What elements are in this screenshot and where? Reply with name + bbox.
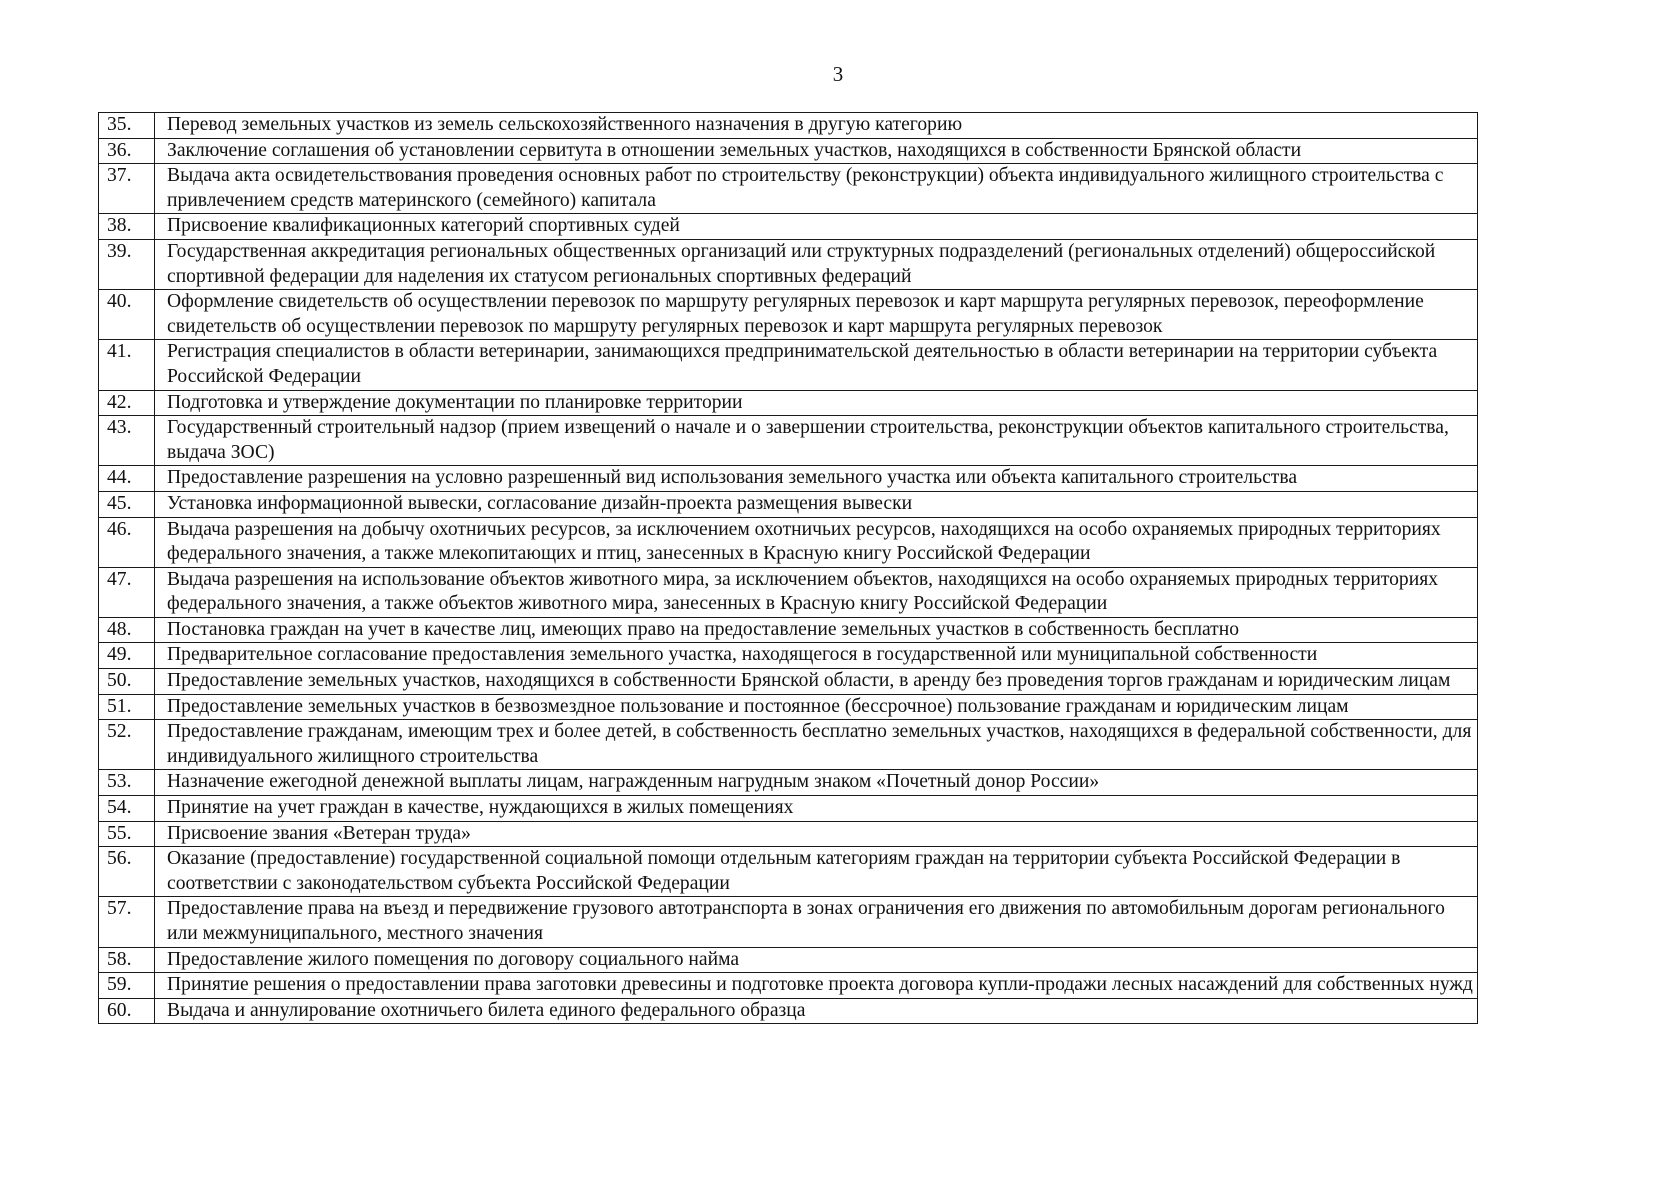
table-row xyxy=(99,770,1478,796)
table-row xyxy=(99,290,1478,340)
row-number: 59. xyxy=(99,973,155,999)
row-number: 44. xyxy=(99,466,155,492)
service-name: Подготовка и утверждение документации по планировке территории xyxy=(155,390,1478,416)
service-name: Регистрация специалистов в области ветеринарии, занимающихся предпринимательской деятельностью в области ветеринарии на территории субъекта Российской Федерации xyxy=(155,340,1478,390)
row-number: 48. xyxy=(99,617,155,643)
table-row xyxy=(99,897,1478,947)
service-name: Присвоение квалификационных категорий спортивных судей xyxy=(155,214,1478,240)
services-table xyxy=(98,112,1478,1024)
row-number: 53. xyxy=(99,770,155,796)
service-name: Постановка граждан на учет в качестве лиц, имеющих право на предоставление земельных участков в собственность бесплатно xyxy=(155,617,1478,643)
table-row xyxy=(99,113,1478,139)
service-name: Оказание (предоставление) государственной социальной помощи отдельным категориям граждан на территории субъекта Российской Федерации в соответствии с законодательством субъекта Российской Федерации xyxy=(155,847,1478,897)
table-row xyxy=(99,239,1478,289)
service-name: Присвоение звания «Ветеран труда» xyxy=(155,821,1478,847)
service-name: Оформление свидетельств об осуществлении перевозок по маршруту регулярных перевозок и карт маршрута регулярных перевозок, переоформление свидетельств об осуществлении перевозок по маршруту регулярных перевозок и карт маршрута регулярных перевозок xyxy=(155,290,1478,340)
row-number: 51. xyxy=(99,694,155,720)
service-name: Предоставление права на въезд и передвижение грузового автотранспорта в зонах ограничения его движения по автомобильным дорогам регионального или межмуниципального, местного значения xyxy=(155,897,1478,947)
row-number: 41. xyxy=(99,340,155,390)
row-number: 57. xyxy=(99,897,155,947)
service-name: Перевод земельных участков из земель сельскохозяйственного назначения в другую категорию xyxy=(155,113,1478,139)
table-row xyxy=(99,669,1478,695)
service-name: Выдача разрешения на добычу охотничьих ресурсов, за исключением охотничьих ресурсов, находящихся на особо охраняемых природных территориях федерального значения, а также млекопитающих и птиц, занесенных в Красную книгу Российской Федерации xyxy=(155,517,1478,567)
services-table-body xyxy=(99,113,1478,1024)
row-number: 58. xyxy=(99,947,155,973)
service-name: Принятие на учет граждан в качестве, нуждающихся в жилых помещениях xyxy=(155,796,1478,822)
service-name: Предоставление земельных участков в безвозмездное пользование и постоянное (бессрочное) пользование гражданам и юридическим лицам xyxy=(155,694,1478,720)
row-number: 37. xyxy=(99,164,155,214)
row-number: 35. xyxy=(99,113,155,139)
table-row xyxy=(99,340,1478,390)
row-number: 50. xyxy=(99,669,155,695)
service-name: Государственная аккредитация региональных общественных организаций или структурных подразделений (региональных отделений) общероссийской спортивной федерации для наделения их статусом региональных спортивных федераций xyxy=(155,239,1478,289)
table-row xyxy=(99,796,1478,822)
table-row xyxy=(99,821,1478,847)
table-row xyxy=(99,947,1478,973)
table-row xyxy=(99,617,1478,643)
table-row xyxy=(99,491,1478,517)
service-name: Принятие решения о предоставлении права заготовки древесины и подготовке проекта договора купли-продажи лесных насаждений для собственных нужд xyxy=(155,973,1478,999)
row-number: 45. xyxy=(99,491,155,517)
row-number: 49. xyxy=(99,643,155,669)
service-name: Заключение соглашения об установлении сервитута в отношении земельных участков, находящихся в собственности Брянской области xyxy=(155,138,1478,164)
row-number: 54. xyxy=(99,796,155,822)
table-row xyxy=(99,567,1478,617)
service-name: Предоставление земельных участков, находящихся в собственности Брянской области, в аренду без проведения торгов гражданам и юридическим лицам xyxy=(155,669,1478,695)
row-number: 60. xyxy=(99,998,155,1024)
table-row xyxy=(99,643,1478,669)
row-number: 56. xyxy=(99,847,155,897)
row-number: 46. xyxy=(99,517,155,567)
row-number: 36. xyxy=(99,138,155,164)
row-number: 38. xyxy=(99,214,155,240)
service-name: Выдача разрешения на использование объектов животного мира, за исключением объектов, находящихся на особо охраняемых природных территориях федерального значения, а также объектов животного мира, занесенных в Красную книгу Российской Федерации xyxy=(155,567,1478,617)
row-number: 40. xyxy=(99,290,155,340)
service-name: Предварительное согласование предоставления земельного участка, находящегося в государственной или муниципальной собственности xyxy=(155,643,1478,669)
table-row xyxy=(99,517,1478,567)
service-name: Государственный строительный надзор (прием извещений о начале и о завершении строительства, реконструкции объектов капитального строительства, выдача ЗОС) xyxy=(155,416,1478,466)
service-name: Выдача и аннулирование охотничьего билета единого федерального образца xyxy=(155,998,1478,1024)
service-name: Назначение ежегодной денежной выплаты лицам, награжденным нагрудным знаком «Почетный донор России» xyxy=(155,770,1478,796)
row-number: 52. xyxy=(99,720,155,770)
row-number: 47. xyxy=(99,567,155,617)
service-name: Установка информационной вывески, согласование дизайн-проекта размещения вывески xyxy=(155,491,1478,517)
table-row xyxy=(99,164,1478,214)
service-name: Предоставление разрешения на условно разрешенный вид использования земельного участка или объекта капитального строительства xyxy=(155,466,1478,492)
table-row xyxy=(99,214,1478,240)
table-row xyxy=(99,973,1478,999)
service-name: Выдача акта освидетельствования проведения основных работ по строительству (реконструкции) объекта индивидуального жилищного строительства с привлечением средств материнского (семейного) капитала xyxy=(155,164,1478,214)
table-row xyxy=(99,138,1478,164)
table-row xyxy=(99,466,1478,492)
row-number: 39. xyxy=(99,239,155,289)
service-name: Предоставление гражданам, имеющим трех и более детей, в собственность бесплатно земельных участков, находящихся в федеральной собственности, для индивидуального жилищного строительства xyxy=(155,720,1478,770)
service-name: Предоставление жилого помещения по договору социального найма xyxy=(155,947,1478,973)
row-number: 55. xyxy=(99,821,155,847)
table-row xyxy=(99,998,1478,1024)
table-row xyxy=(99,416,1478,466)
page-number: 3 xyxy=(832,62,844,86)
table-row xyxy=(99,694,1478,720)
table-row xyxy=(99,847,1478,897)
row-number: 42. xyxy=(99,390,155,416)
table-row xyxy=(99,390,1478,416)
row-number: 43. xyxy=(99,416,155,466)
table-row xyxy=(99,720,1478,770)
